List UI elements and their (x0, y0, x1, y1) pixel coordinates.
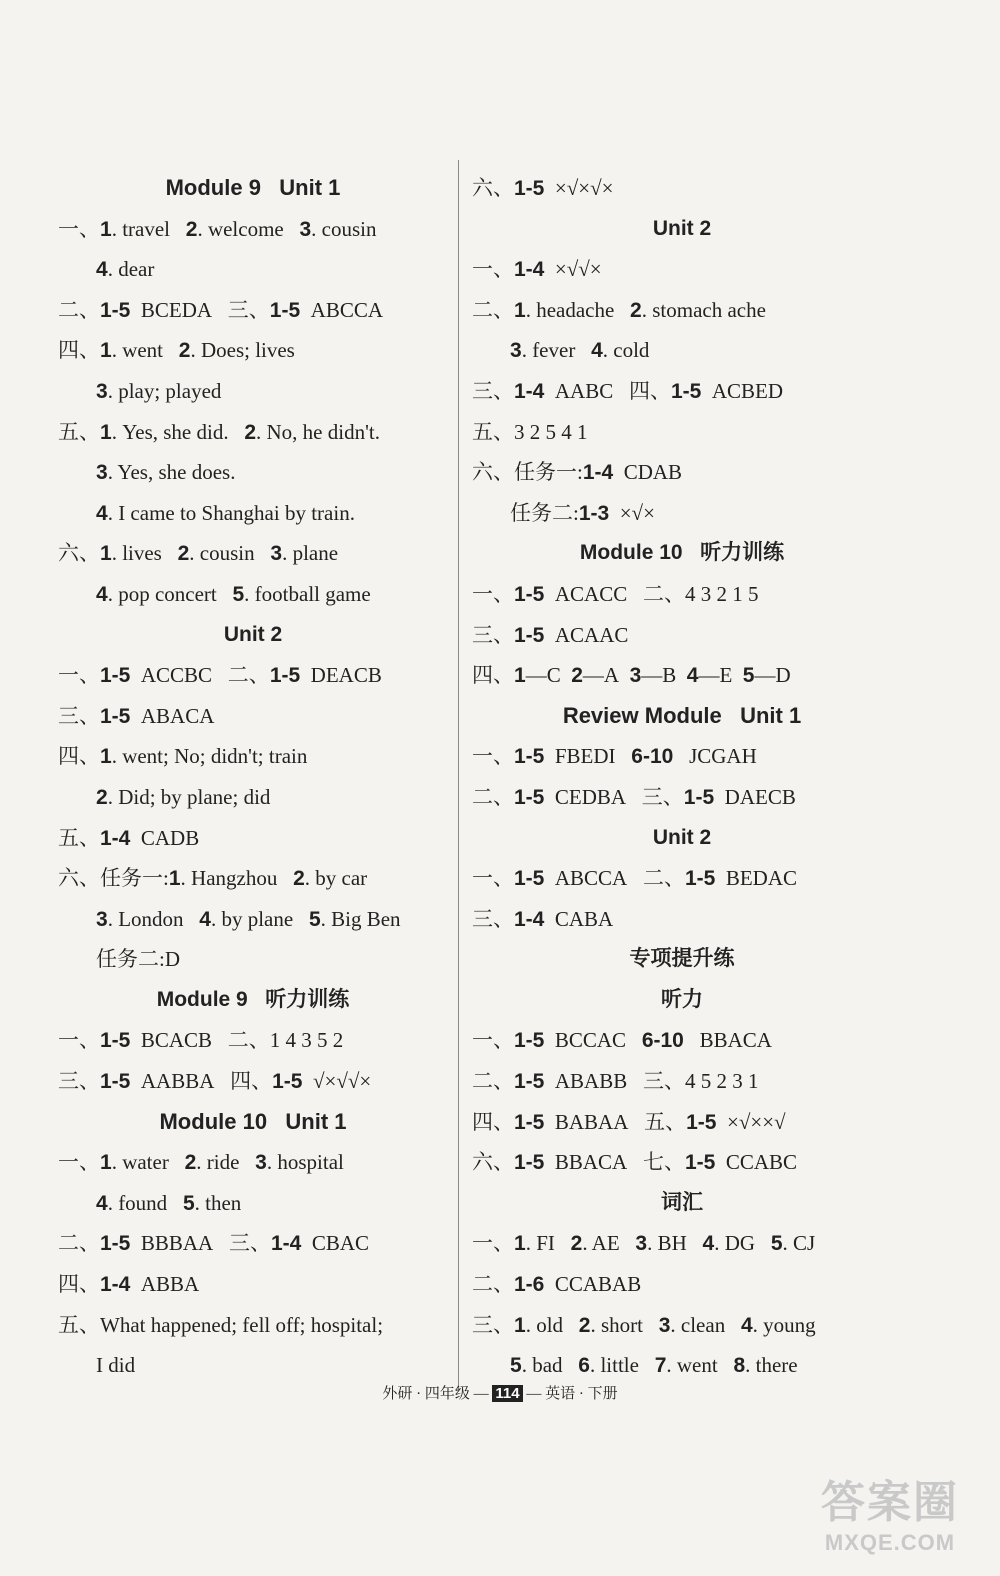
answer-line: 三、1-5 ACAAC (472, 622, 629, 647)
answer-line: 一、1-5 FBEDI 6-10 JCGAH (472, 744, 757, 769)
column-divider (458, 160, 459, 1390)
answer-line: 五、3 2 5 4 1 (472, 419, 588, 444)
footer-subject-info: — 英语 · 下册 (526, 1386, 618, 1402)
answer-line: 三、1-5 ABACA (58, 703, 215, 728)
answer-line: 五、1. Yes, she did. 2. No, he didn't. (58, 419, 380, 444)
section-heading: Unit 2 (652, 825, 712, 849)
answer-line: 一、1-4 ×√√× (472, 257, 602, 282)
answer-line: 五、What happened; fell off; hospital; (58, 1312, 384, 1337)
section-heading: Unit 2 (652, 216, 712, 240)
answer-line: 4. pop concert 5. football game (96, 581, 371, 606)
section-heading: 词汇 (661, 1190, 703, 1214)
section-heading: 专项提升练 (629, 947, 735, 971)
page-footer (0, 1382, 1000, 1403)
answer-line: 二、1-6 CCABAB (472, 1272, 642, 1297)
answer-line: 3. fever 4. cold (510, 338, 650, 363)
footer-book-info: 外研 · 四年级 — (382, 1386, 489, 1402)
answer-line: 一、1-5 ACCBC 二、1-5 DEACB (58, 663, 382, 688)
section-heading: Module 9 Unit 1 (165, 175, 341, 200)
right-answer-column (472, 168, 892, 1386)
answer-line: 四、1. went 2. Does; lives (58, 338, 295, 363)
answer-line: 4. dear (96, 257, 155, 282)
answer-line: 三、1-4 CABA (472, 906, 614, 931)
answer-line: 三、1-4 AABC 四、1-5 ACBED (472, 378, 784, 403)
answer-line: 4. found 5. then (96, 1190, 242, 1215)
answer-line: 六、1-5 ×√×√× (472, 176, 614, 200)
answer-line: 一、1-5 ABCCA 二、1-5 BEDAC (472, 866, 798, 891)
answer-line: 二、1. headache 2. stomach ache (472, 297, 766, 322)
answer-line: 一、1. FI 2. AE 3. BH 4. DG 5. CJ (472, 1231, 816, 1256)
answer-line: 五、1-4 CADB (58, 825, 200, 850)
watermark (810, 1466, 970, 1556)
answer-line: 任务二:D (96, 947, 180, 972)
answer-line: 四、1-4 ABBA (58, 1272, 200, 1297)
answer-line: 三、1. old 2. short 3. clean 4. young (472, 1312, 816, 1337)
answer-line: 一、1. water 2. ride 3. hospital (58, 1150, 344, 1175)
answer-line: 3. play; played (96, 378, 222, 403)
answer-line: 三、1-5 AABBA 四、1-5 √×√√× (58, 1069, 372, 1094)
answer-line: 4. I came to Shanghai by train. (96, 500, 355, 525)
answer-line: 六、1. lives 2. cousin 3. plane (58, 541, 339, 566)
answer-line: 一、1. travel 2. welcome 3. cousin (58, 216, 377, 241)
answer-line: 2. Did; by plane; did (96, 784, 271, 809)
answer-line: 5. bad 6. little 7. went 8. there (510, 1353, 798, 1378)
answer-line: 一、1-5 ACACC 二、4 3 2 1 5 (472, 581, 759, 606)
answer-line: 二、1-5 BBBAA 三、1-4 CBAC (58, 1231, 370, 1256)
answer-line: I did (96, 1353, 136, 1378)
section-heading: Unit 2 (223, 622, 283, 646)
answer-line: 3. Yes, she does. (96, 460, 236, 485)
answer-line: 六、任务一:1-4 CDAB (472, 460, 683, 485)
left-answer-column (58, 168, 448, 1386)
watermark-url: MXQE.COM (824, 1530, 956, 1555)
watermark-logo: 答案圈 (821, 1477, 959, 1528)
answer-line: 四、1. went; No; didn't; train (58, 744, 308, 769)
answer-line: 六、1-5 BBACA 七、1-5 CCABC (472, 1150, 798, 1175)
page-number: 114 (492, 1385, 522, 1402)
answer-line: 二、1-5 ABABB 三、4 5 2 3 1 (472, 1069, 759, 1094)
answer-line: 四、1-5 BABAA 五、1-5 ×√××√ (472, 1109, 786, 1134)
answer-line: 二、1-5 CEDBA 三、1-5 DAECB (472, 784, 796, 809)
section-heading: 听力 (661, 987, 703, 1011)
section-heading: Review Module Unit 1 (562, 702, 802, 728)
answer-line: 任务二:1-3 ×√× (510, 500, 655, 525)
section-heading: Module 10 听力训练 (579, 541, 785, 565)
section-heading: Module 9 听力训练 (156, 987, 350, 1011)
section-heading: Module 10 Unit 1 (159, 1108, 347, 1134)
answer-line: 四、1—C 2—A 3—B 4—E 5—D (472, 663, 791, 688)
answer-line: 一、1-5 BCCAC 6-10 BBACA (472, 1028, 772, 1053)
answer-line: 二、1-5 BCEDA 三、1-5 ABCCA (58, 297, 384, 322)
answer-line: 六、任务一:1. Hangzhou 2. by car (58, 866, 368, 891)
answer-line: 一、1-5 BCACB 二、1 4 3 5 2 (58, 1028, 344, 1053)
answer-line: 3. London 4. by plane 5. Big Ben (96, 906, 401, 931)
